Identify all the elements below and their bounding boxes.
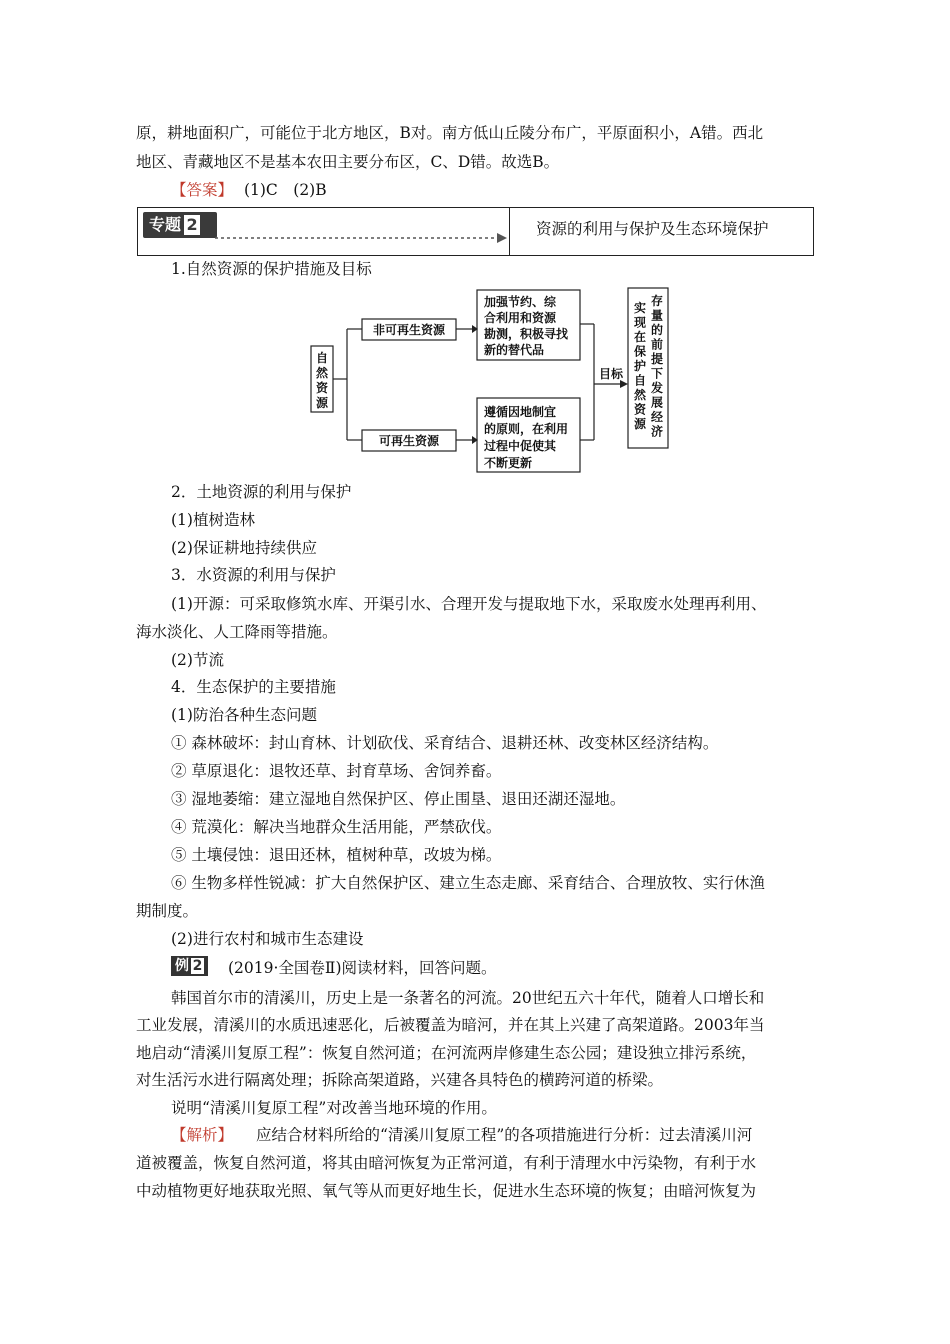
resource-diagram [300,278,680,478]
text-line: ③ 湿地萎缩：建立湿地自然保护区、停止围垦、退田还湖还湿地。 [171,790,626,808]
goal-char: 保 [633,344,647,359]
goal-char: 提 [650,352,664,366]
goal-char: 济 [650,424,664,439]
text-line: ④ 荒漠化：解决当地群众生活用能，严禁砍伐。 [171,818,502,836]
goal-char: 展 [650,395,664,410]
text-line: 期制度。 [136,902,199,920]
nonrenew-measure-line: 新的替代品 [484,343,545,357]
root-char: 源 [315,396,329,410]
renew-measure-line: 过程中促使其 [484,439,557,453]
nonrenew-measure-line: 勘测，积极寻找 [484,327,569,341]
root-char: 然 [315,366,329,380]
goal-char: 前 [650,337,664,352]
goal-char: 护 [633,359,647,373]
goal-char: 下 [650,366,664,381]
renew-measure-line: 不断更新 [484,456,533,470]
text-line: 1.自然资源的保护措施及目标 [171,260,372,278]
analysis-text: 应结合材料所给的“清溪川复原工程”的各项措施进行分析：过去清溪川河 [255,1126,753,1144]
goal-char: 的 [650,323,664,337]
goal-char: 资 [633,402,647,417]
goal-char: 实 [633,301,647,315]
nonrenew-measure-line: 合利用和资源 [484,311,557,325]
text-line: 对生活污水进行隔离处理；拆除高架道路，兴建各具特色的横跨河道的桥梁。 [136,1071,664,1089]
goal-char: 源 [633,417,647,431]
text-line: ⑤ 土壤侵蚀：退田还林，植树种草，改坡为梯。 [171,846,502,864]
example-tag-label: 例 [175,958,189,974]
answer-text: (1)C (2)B [243,181,327,199]
goal-char: 发 [650,381,664,395]
text-line: 说明“清溪川复原工程”对改善当地环境的作用。 [171,1099,497,1117]
topic-tag [143,212,217,238]
topic-title: 资源的利用与保护及生态环境保护 [536,220,769,238]
goal-char: 经 [650,410,664,424]
text-line: (1)防治各种生态问题 [171,706,317,724]
text-line: (1)开源：可采取修筑水库、开渠引水、合理开发与提取地下水，采取废水处理再利用、 [171,595,767,613]
goal-char: 存 [650,294,664,308]
text-line: (2)节流 [171,651,224,669]
text-line: 地启动“清溪川复原工程”：恢复自然河道；在河流两岸修建生态公园；建设独立排污系统， [136,1044,757,1062]
text-line: 4．生态保护的主要措施 [171,678,336,696]
analysis-line [171,1125,752,1145]
goal-char: 量 [650,308,664,323]
nonrenew-measure-line: 加强节约、综 [484,295,557,309]
goal-char: 在 [633,330,647,344]
example-tag [171,956,208,976]
topic-tag-label: 专题 [149,215,182,234]
text-line: 海水淡化、人工降雨等措施。 [136,623,338,641]
goal-char: 现 [633,315,647,330]
renew-measure-line: 的原则，在利用 [484,422,569,436]
text-line: 韩国首尔市的清溪川，历史上是一条著名的河流。20世纪五六十年代，随着人口增长和 [171,989,765,1007]
text-line: 中动植物更好地获取光照、氧气等从而更好地生长，促进水生态环境的恢复；由暗河恢复为 [136,1182,757,1200]
analysis-label: 【解析】 [171,1126,234,1144]
answer-label: 【答案】 [171,181,234,199]
text-line: 3．水资源的利用与保护 [171,566,336,584]
topic-arrow [215,230,511,246]
text-line: 2．土地资源的利用与保护 [171,483,352,501]
renew-measure-line: 遵循因地制宜 [484,405,557,419]
text-line: 地区、青藏地区不是基本农田主要分布区，C、D错。故选B。 [136,153,560,171]
text-line: (2)保证耕地持续供应 [171,539,317,557]
text-line: 道被覆盖，恢复自然河道，将其由暗河恢复为正常河道，有利于清理水中污染物，有利于水 [136,1154,757,1172]
root-char: 自 [315,351,329,365]
text-line: 工业发展，清溪川的水质迅速恶化，后被覆盖为暗河，并在其上兴建了高架道路。2003年当 [136,1016,765,1034]
root-char: 资 [315,381,329,395]
nonrenew-label: 非可再生资源 [372,323,446,337]
renew-label: 可再生资源 [378,434,440,448]
text-line: 原，耕地面积广，可能位于北方地区，B对。南方低山丘陵分布广，平原面积小，A错。西北 [136,124,764,142]
goal-char: 自 [633,373,647,388]
goal-char: 然 [633,388,647,402]
text-line: (1)植树造林 [171,511,255,529]
answer-line [171,180,327,200]
text-line: ② 草原退化：退牧还草、封育草场、舍饲养畜。 [171,762,502,780]
topic-tag-number: 2 [184,215,200,235]
example-tag-number: 2 [192,958,203,974]
text-line: ① 森林破坏：封山育林、计划砍伐、采育结合、退耕还林、改变林区经济结构。 [171,734,719,752]
example-source: (2019·全国卷Ⅱ)阅读材料，回答问题。 [228,959,497,977]
text-line: (2)进行农村和城市生态建设 [171,930,364,948]
text-line: ⑥ 生物多样性锐减：扩大自然保护区、建立生态走廊、采育结合、合理放牧、实行休渔 [171,874,765,892]
goal-label: 目标 [598,367,624,381]
